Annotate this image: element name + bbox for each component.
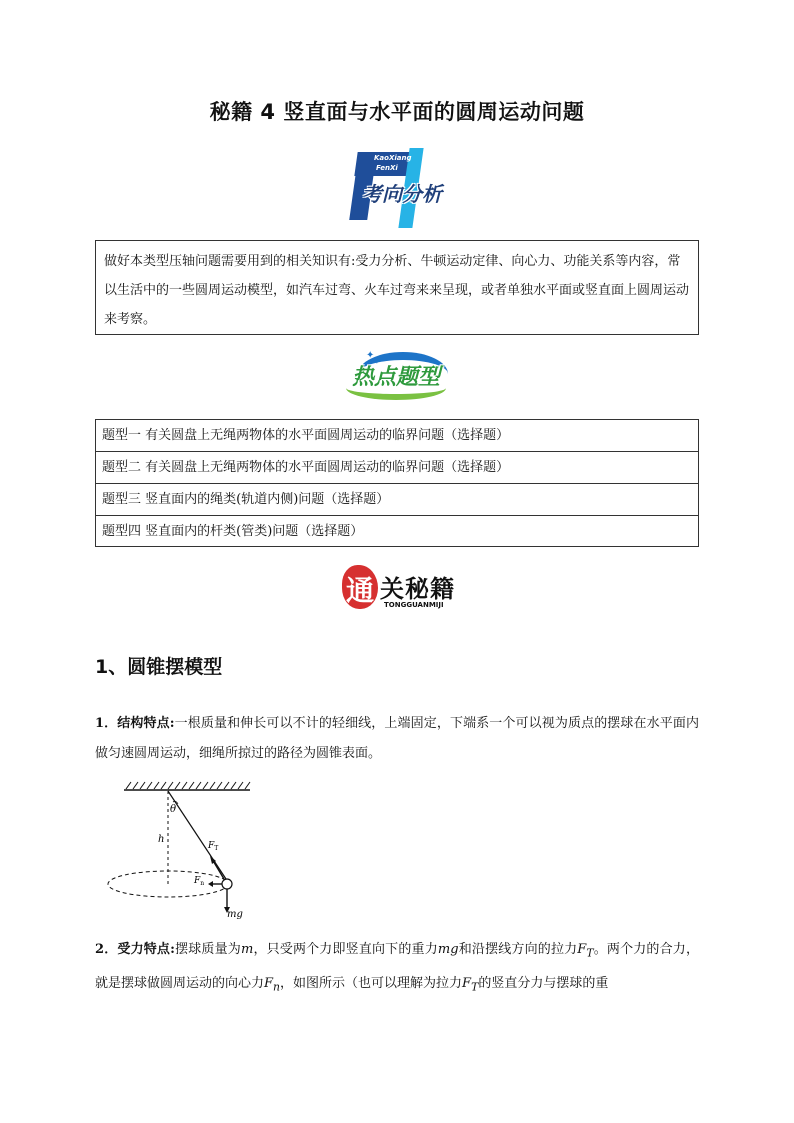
ceiling-hatch [126,782,250,789]
centripetal-arrowhead [208,881,213,887]
sparkle-icon: ✦ [366,350,375,361]
badge-title: 考向分析 [362,182,442,206]
conical-pendulum-diagram [100,780,260,922]
question-type-row: 题型三 竖直面内的绳类(轨道内侧)问题（选择题） [96,484,698,516]
badge-char: 通 [346,574,375,607]
math-mg: mg [437,942,459,957]
fn-label: $F_n$ [194,876,205,887]
question-types-table [95,419,699,547]
paragraph-force [95,935,699,1002]
text-run: 和沿摆线方向的拉力 [458,942,578,957]
paragraph-label: 2．受力特点: [95,942,175,957]
badge-title: 关秘籍 [380,574,455,603]
badge-title: 热点题型 [351,365,440,390]
text-run: 摆球质量为 [174,942,241,957]
text-run: ，如图所示（也可以理解为拉力 [280,975,463,991]
string-line [168,791,226,879]
badge-small-text: FenXi [376,164,398,172]
sparkle-icon: ✦ [374,358,380,366]
page-title: 秘籍 4 竖直面与水平面的圆周运动问题 [209,100,585,124]
math-ft: $F_T$ [462,975,479,994]
text-run: ，只受两个力即竖直向下的重力 [253,942,438,957]
question-type-row: 题型二 有关圆盘上无绳两物体的水平面圆周运动的临界问题（选择题） [96,452,698,484]
mg-label: mg [227,909,243,920]
redian-tixing-badge [340,346,452,408]
ft-label: $F_T$ [208,841,219,852]
question-type-row: 题型四 竖直面内的杆类(管类)问题（选择题） [102,524,364,539]
section-heading: 1、圆锥摆模型 [95,656,223,678]
intro-box [95,240,699,335]
math-m: m [240,942,254,957]
badge-small-text: KaoXiang [374,154,412,162]
math-fn: $F_n$ [264,975,281,994]
paragraph-structure [95,709,699,769]
paragraph-label: 1．结构特点: [95,716,175,731]
math-ft: $F_T$ [577,942,594,960]
pendulum-ball [222,879,232,889]
text-run: 。两个力的合力，就是摆球做圆周运动的向心力 [95,942,699,991]
question-type-row: 题型一 有关圆盘上无绳两物体的水平面圆周运动的临界问题（选择题） [96,420,698,452]
theta-label: θ [170,804,177,815]
paragraph-text: 一根质量和伸长可以不计的轻细线，上端固定，下端系一个可以视为质点的摆球在水平面内做匀速圆周运动，细绳所掠过的路径为圆锥表面。 [95,716,699,761]
kaoxiang-fenxi-badge [346,148,456,228]
text-run: 的竖直分力与摆球的重 [478,975,609,991]
badge-subtitle: TONGGUANMIJI [384,601,444,609]
h-label: h [158,834,165,845]
intro-text: 做好本类型压轴问题需要用到的相关知识有:受力分析、牛顿运动定律、向心力、功能关系等内容，常以生活中的一些圆周运动模型，如汽车过弯、火车过弯来来呈现，或者单独水平面或竖直面上圆周运动来考察。 [104,254,690,327]
tongguan-miji-badge [340,561,456,615]
